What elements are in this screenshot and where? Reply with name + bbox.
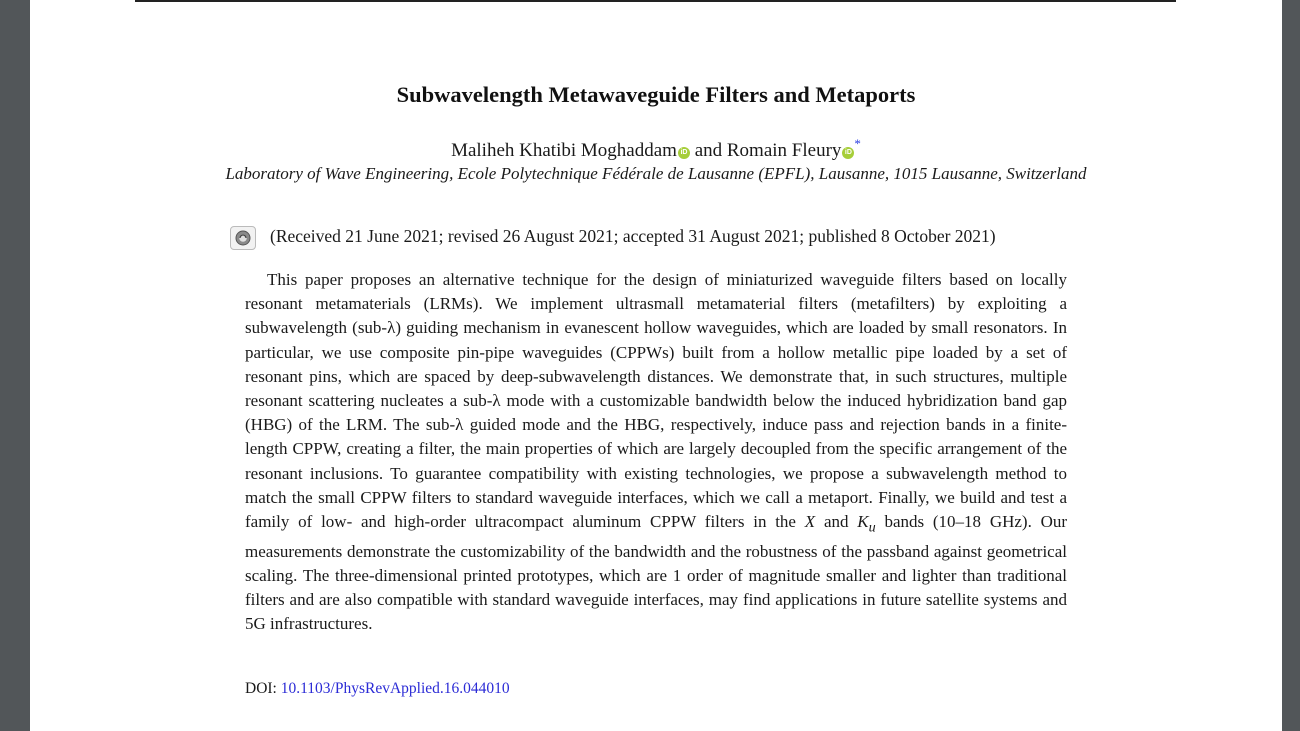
- author-conjunction: and: [694, 140, 723, 161]
- pdf-page: [30, 0, 1282, 731]
- abstract: [245, 268, 1067, 636]
- abstract-text: This paper proposes an alternative technique for the design of miniaturized waveguide filters based on locally resonant metamaterials (LRMs). We implement ultrasmall metamaterial filters (metafilters) by exploiting a subwavelength (sub-λ) guiding mechanism in evanescent hollow waveguides, which are loaded by small resonators. In particular, we use composite pin-pipe waveguides (CPPWs) built from a hollow metallic pipe loaded by a set of resonant pins, which are spaced by deep-subwavelength distances. We demonstrate that, in such structures, multiple resonant scattering nucleates a sub-λ mode with a customizable bandwidth below the induced hybridization band gap (HBG) of the LRM. The sub-λ guided mode and the HBG, respectively, induce pass and rejection bands in a finite-length CPPW, creating a filter, the main properties of which are largely decoupled from the specific arrangement of the resonant inclusions. To guarantee compatibility with existing technologies, we propose a subwavelength method to match the small CPPW filters to standard waveguide interfaces, which we call a metaport. Finally, we build and test a family of low- and high-order ultracompact aluminum CPPW filters in the: [245, 270, 1067, 532]
- author-name: Romain Fleury: [726, 140, 842, 161]
- abstract-text-continued: bands (10–18 GHz). Our measurements demonstrate the customizability of the bandwidth and the robustness of the passband against geometrical scaling. The three-dimensional printed prototypes, which are 1 order of magnitude smaller and lighter than traditional filters and are also compatible with standard waveguide interfaces, may find applications in future satellite systems and 5G infrastructures.: [245, 512, 1068, 634]
- affiliation: Laboratory of Wave Engineering, Ecole Polytechnique Fédérale de Lausanne (EPFL), Lausanne, 1015 Lausanne, Switzerland: [225, 164, 1087, 183]
- page-top-rule: [135, 0, 1176, 2]
- orcid-icon[interactable]: iD: [842, 147, 854, 159]
- dates-text: (Received 21 June 2021; revised 26 August 2021; accepted 31 August 2021; published 8 October 2021): [270, 226, 996, 246]
- abstract-and: and: [823, 512, 849, 532]
- corresponding-author-mark[interactable]: *: [854, 136, 861, 151]
- author-name: Maliheh Khatibi Moghaddam: [451, 140, 677, 161]
- author-line: [30, 136, 1282, 162]
- doi-label: DOI:: [245, 680, 277, 697]
- band-x: X: [804, 512, 816, 532]
- orcid-icon[interactable]: iD: [678, 147, 690, 159]
- paper-title: Subwavelength Metawaveguide Filters and Metaports: [396, 82, 916, 107]
- doi-link[interactable]: 10.1103/PhysRevApplied.16.044010: [280, 680, 510, 697]
- doi-row: [245, 680, 510, 698]
- check-for-updates-icon[interactable]: [230, 226, 256, 250]
- band-ku: $K_u$: [857, 512, 876, 536]
